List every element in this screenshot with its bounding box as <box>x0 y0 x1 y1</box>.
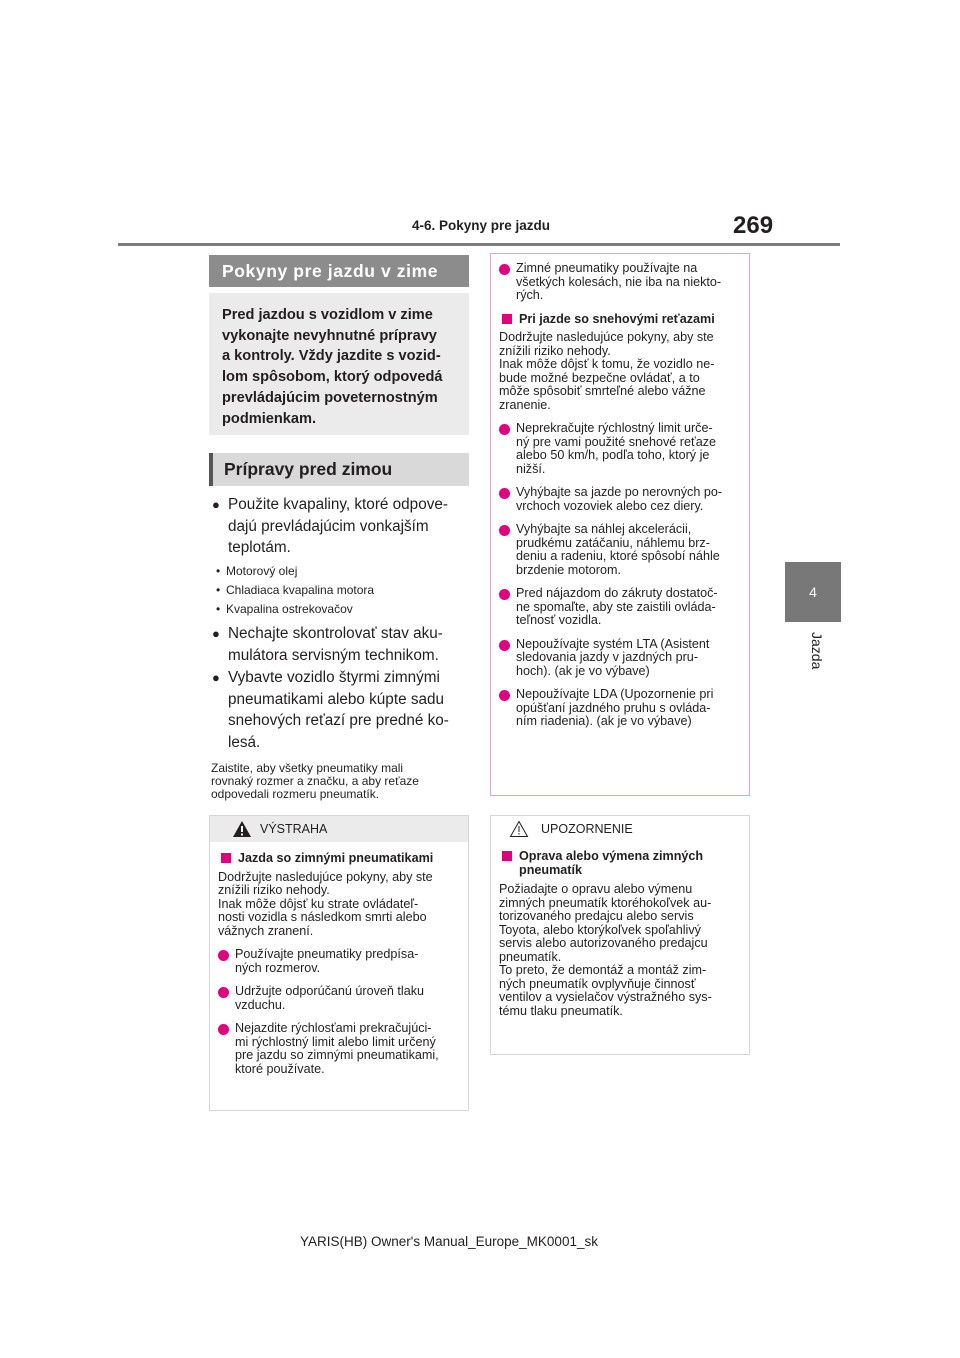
intro-line: vykonajte nevyhnutné prípravy <box>222 327 437 344</box>
sub-list-item: • Kvapalina ostrekovačov <box>216 602 353 616</box>
item-line: Vybavte vozidlo štyrmi zimnými <box>228 669 440 686</box>
bullet-icon: ● <box>212 497 220 512</box>
note-text: Zaistite, aby všetky pneumatiky mali rovnaký rozmer a značku, a aby reťaze odpovedali rozmeru pneumatík. <box>211 761 419 801</box>
notice-subhead: Oprava alebo výmena zimných pneumatík <box>499 850 741 877</box>
intro-line: Pred jazdou s vozidlom v zime <box>222 307 433 323</box>
chains-bullet: Nepoužívajte LDA (Upozornenie pri opúšťaní jazdného pruhu s ovláda- ním riadenia). (ak je vo výbave) <box>499 688 741 729</box>
chapter-label: Jazda <box>809 632 825 670</box>
page-number: 269 <box>733 212 774 239</box>
chains-bullet: Vyhýbajte sa jazde po nerovných po- vrchoch vozoviek alebo cez diery. <box>499 486 741 513</box>
chains-paragraph: Dodržujte nasledujúce pokyny, aby ste znížili riziko nehody. Inak môže dôjsť k tomu, že vozidlo ne- bude možné bezpečne ovládať, a to môže spôsobiť smrteľné alebo vážne zranenie. <box>499 330 715 412</box>
item-line: Použite kvapaliny, ktoré odpove- <box>228 496 448 513</box>
chains-bullet: Neprekračujte rýchlostný limit urče- ný pre vami použité snehové reťaze alebo 50 km/h, podľa toho, ktorý je nižší. <box>499 422 741 476</box>
list-item <box>212 494 470 559</box>
intro-line: a kontroly. Vždy jazdite s vozid- <box>222 348 441 365</box>
sub-list-item: • Motorový olej <box>216 564 298 578</box>
item-line: teplotám. <box>228 539 291 557</box>
item-line: mulátora servisným technikom. <box>228 646 439 664</box>
intro-box <box>209 293 469 435</box>
notice-title: UPOZORNENIE <box>541 822 633 836</box>
warning-bullet: Nejazdite rýchlosťami prekračujúci- mi rýchlostný limit alebo limit určený pre jazdu so zimnými pneumatikami, ktoré používate. <box>218 1022 460 1076</box>
notice-box <box>490 815 750 1055</box>
item-line: Nechajte skontrolovať stav aku- <box>228 625 443 642</box>
item-line: snehových reťazí pre predné ko- <box>228 712 449 730</box>
item-line: pneumatikami alebo kúpte sadu <box>228 690 444 708</box>
section-heading: Prípravy pred zimou <box>209 453 469 486</box>
intro-line: lom spôsobom, ktorý odpovedá <box>222 369 443 386</box>
notice-header <box>491 816 749 842</box>
warning-title: VÝSTRAHA <box>260 822 328 836</box>
intro-line: podmienkam. <box>222 410 317 427</box>
warning-bullet: Používajte pneumatiky predpísa- ných rozmerov. <box>218 948 460 975</box>
header-divider <box>118 243 840 246</box>
warning-paragraph: Dodržujte nasledujúce pokyny, aby ste znížili riziko nehody. Inak môže dôjsť ku strate ovládateľ- nosti vozidla s následkom smrti alebo vážnych zranení. <box>218 869 433 938</box>
notice-triangle-icon <box>509 820 529 838</box>
sub-list-item: • Chladiaca kvapalina motora <box>216 583 375 597</box>
chapter-tab[interactable]: 4 <box>785 562 841 622</box>
chains-bullet: Vyhýbajte sa náhlej akcelerácii, prudkému zatáčaniu, náhlemu brz- deniu a radeniu, ktoré spôsobí náhle brzdenie motorom. <box>499 523 741 577</box>
bullet-icon: ● <box>212 670 220 685</box>
article-title: Pokyny pre jazdu v zime <box>209 255 469 287</box>
notice-paragraph: Požiadajte o opravu alebo výmenu zimných pneumatík ktoréhokoľvek au- torizovaného predajcu alebo servis Toyota, alebo ktorýkoľvek spoľahlivý servis alebo autorizovaného predajcu pneumatík. To preto, že demontáž a montáž zim- ných pneumatík ovplyvňuje činnosť ventilov a vysielačov výstražného sys- tému tlaku pneumatík. <box>499 882 712 1018</box>
winter-bullet: Zimné pneumatiky používajte na všetkých kolesách, nie iba na niekto- rých. <box>499 262 741 303</box>
warning-header <box>210 816 468 842</box>
bullet-icon: ● <box>212 626 220 641</box>
list-item <box>212 623 470 666</box>
warning-bullet: Udržujte odporúčanú úroveň tlaku vzduchu. <box>218 985 460 1012</box>
list-item <box>212 667 470 753</box>
intro-line: prevládajúcim poveternostným <box>222 389 438 406</box>
warning-triangle-icon <box>232 820 252 838</box>
item-line: dajú prevládajúcim vonkajším <box>228 517 429 535</box>
chains-subhead: Pri jazde so snehovými reťazami <box>499 313 741 327</box>
item-line: lesá. <box>228 733 261 751</box>
section-title: 4-6. Pokyny pre jazdu <box>412 218 551 233</box>
chains-bullet: Pred nájazdom do zákruty dostatoč- ne spomaľte, aby ste zaistili ovláda- teľnosť vozidla. <box>499 587 741 628</box>
warning-box <box>209 815 469 1111</box>
warning-box-continued <box>490 253 750 796</box>
page-footer: YARIS(HB) Owner's Manual_Europe_MK0001_sk <box>300 1234 598 1249</box>
chains-bullet: Nepoužívajte systém LTA (Asistent sledovania jazdy v jazdných pru- hoch). (ak je vo výbave) <box>499 638 741 679</box>
warning-subhead: Jazda so zimnými pneumatikami <box>218 852 460 866</box>
